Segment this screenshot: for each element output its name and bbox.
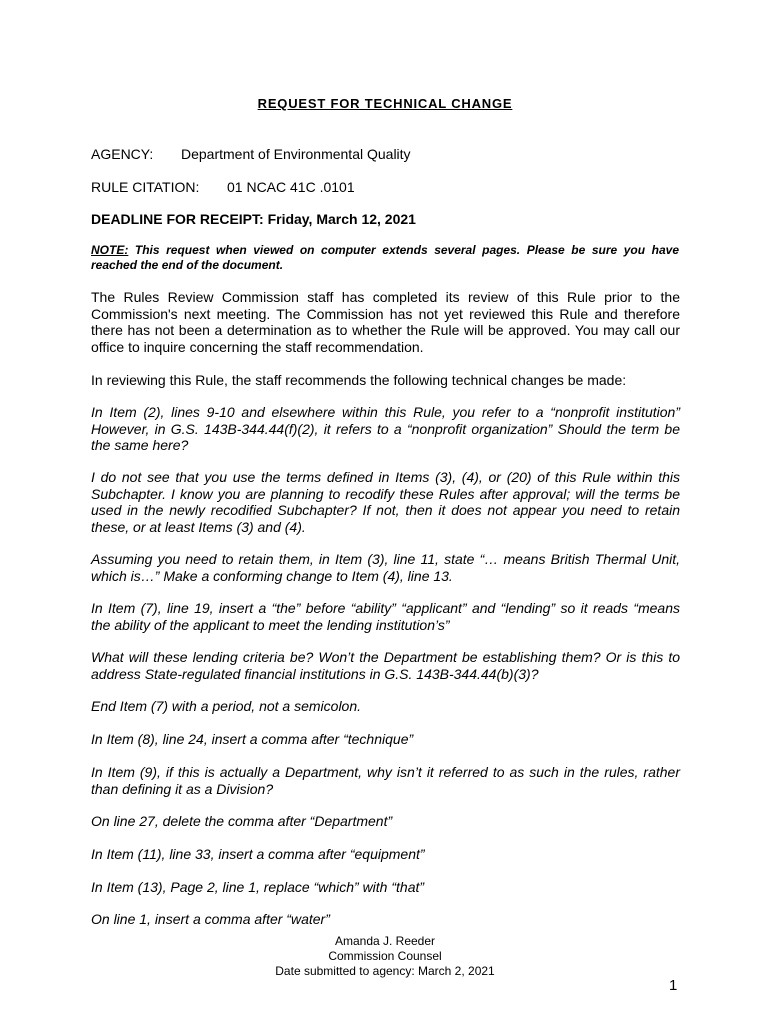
agency-label: AGENCY:	[91, 146, 154, 162]
request-item: In Item (9), if this is actually a Department, why isn’t it referred to as such in the rules, rather than defining it as a Division?	[91, 764, 680, 797]
note-text: This request when viewed on computer extends several pages. Please be sure you have reached the end of the document.	[91, 243, 679, 272]
page-number: 1	[669, 977, 678, 994]
footer-role: Commission Counsel	[328, 949, 442, 963]
lead-in-paragraph: In reviewing this Rule, the staff recommends the following technical changes be made:	[91, 372, 627, 388]
footer-name: Amanda J. Reeder	[334, 934, 436, 948]
document-title: REQUEST FOR TECHNICAL CHANGE	[257, 96, 513, 111]
request-item: What will these lending criteria be? Won’t the Department be establishing them? Or is this to address State-regulated financial institutions in G.S. 143B-344.44(b)(3)?	[91, 649, 680, 682]
request-item: In Item (2), lines 9-10 and elsewhere within this Rule, you refer to a “nonprofit institution” However, in G.S. 143B-344.44(f)(2), it refers to a “nonprofit organization” Should the term be the same here?	[91, 404, 680, 453]
agency-value: Department of Environmental Quality	[181, 146, 411, 162]
request-item: I do not see that you use the terms defined in Items (3), (4), or (20) of this Rule within this Subchapter. I know you are planning to recodify these Rules after approval; will the terms be used in the newly recodified Subchapter? If not, then it does not appear you need to retain these, or at least Items (3) and (4).	[91, 469, 680, 535]
deadline: DEADLINE FOR RECEIPT: Friday, March 12, 2021	[91, 211, 416, 227]
intro-paragraph: The Rules Review Commission staff has completed its review of this Rule prior to the Commission's next meeting. The Commission has not yet reviewed this Rule and therefore there has not been a determination as to whether the Rule will be approved. You may call our office to inquire concerning the staff recommendation.	[91, 289, 680, 355]
footer-date-submitted: Date submitted to agency: March 2, 2021	[275, 964, 495, 978]
request-item: In Item (8), line 24, insert a comma after “technique”	[91, 731, 414, 747]
request-item: On line 1, insert a comma after “water”	[91, 911, 330, 927]
request-item: End Item (7) with a period, not a semicolon.	[91, 698, 362, 714]
request-item: On line 27, delete the comma after “Department”	[91, 813, 393, 829]
request-item: Assuming you need to retain them, in Item (3), line 11, state “… means British Thermal Unit, which is…” Make a conforming change to Item (4), line 13.	[91, 551, 680, 584]
rule-citation-value: 01 NCAC 41C .0101	[227, 179, 355, 195]
request-item: In Item (7), line 19, insert a “the” before “ability” “applicant” and “lending” so it reads “means the ability of the applicant to meet the lending institution’s”	[91, 600, 680, 633]
request-item: In Item (13), Page 2, line 1, replace “which” with “that”	[91, 879, 425, 895]
rule-citation-label: RULE CITATION:	[91, 179, 200, 195]
request-item: In Item (11), line 33, insert a comma after “equipment”	[91, 846, 425, 862]
note-label: NOTE:	[91, 243, 129, 257]
note	[91, 243, 679, 273]
